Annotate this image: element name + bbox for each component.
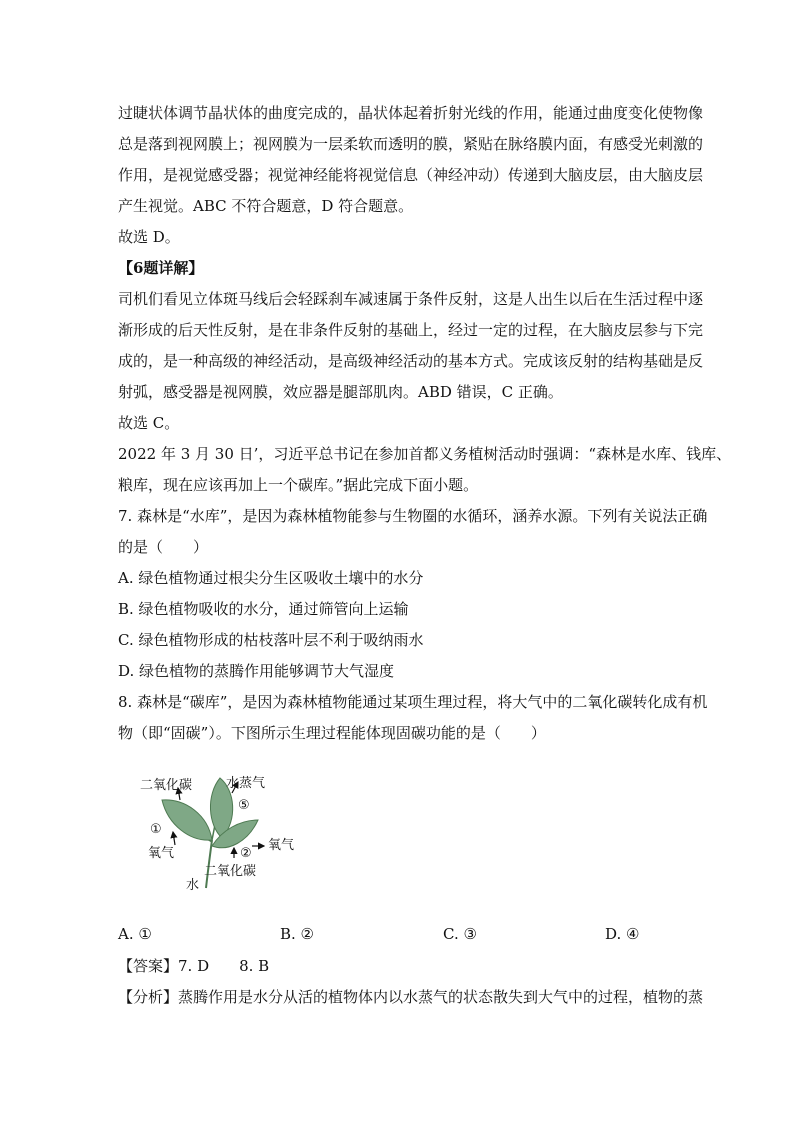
label-2: ② bbox=[240, 846, 252, 861]
label-1: ① bbox=[150, 822, 162, 837]
label-co2-top: 二氧化碳 bbox=[140, 778, 193, 793]
text-line: 2022 年 3 月 30 日’，习近平总书记在参加首都义务植树活动时强调：“森林是水库、钱库、 bbox=[118, 445, 732, 463]
question-7-option-d: D. 绿色植物的蒸腾作用能够调节大气湿度 bbox=[118, 662, 395, 680]
question-7-stem: 7. 森林是“水库”，是因为森林植物能参与生物圈的水循环，涵养水源。下列有关说法正确 bbox=[118, 507, 708, 525]
leaf-diagram bbox=[140, 770, 300, 895]
text-line: 粮库，现在应该再加上一个碳库。”据此完成下面小题。 bbox=[118, 476, 479, 494]
question-8-option-c: C. ③ bbox=[443, 925, 477, 943]
question-8-option-d: D. ④ bbox=[605, 925, 640, 943]
text-line: 作用，是视觉感受器；视觉神经能将视觉信息（神经冲动）传递到大脑皮层，由大脑皮层 bbox=[118, 166, 704, 184]
label-5: ⑤ bbox=[238, 798, 250, 813]
label-oxygen-right: 氧气 bbox=[268, 838, 295, 853]
text-line: 渐形成的后天性反射，是在非条件反射的基础上，经过一定的过程，在大脑皮层参与下完 bbox=[118, 321, 704, 339]
section-heading: 【6题详解】 bbox=[118, 259, 204, 277]
answer-line: 【答案】7. D 8. B bbox=[118, 957, 270, 975]
question-7-option-c: C. 绿色植物形成的枯枝落叶层不利于吸纳雨水 bbox=[118, 631, 424, 649]
text-line: 过睫状体调节晶状体的曲度完成的，晶状体起着折射光线的作用，能通过曲度变化使物像 bbox=[118, 104, 704, 122]
text-line: 射弧，感受器是视网膜，效应器是腿部肌肉。ABD 错误，C 正确。 bbox=[118, 383, 563, 401]
label-co2-bottom: 二氧化碳 bbox=[204, 864, 257, 879]
question-8-option-a: A. ① bbox=[118, 925, 152, 943]
analysis-line: 【分析】蒸腾作用是水分从活的植物体内以水蒸气的状态散失到大气中的过程，植物的蒸 bbox=[118, 988, 704, 1006]
label-water: 水 bbox=[186, 878, 200, 893]
label-water-vapor: 水蒸气 bbox=[226, 776, 266, 791]
question-7-option-b: B. 绿色植物吸收的水分，通过筛管向上运输 bbox=[118, 600, 409, 618]
question-8-option-b: B. ② bbox=[280, 925, 315, 943]
question-8-stem: 8. 森林是“碳库”，是因为森林植物能通过某项生理过程，将大气中的二氧化碳转化成有机 bbox=[118, 693, 708, 711]
leaf-left bbox=[162, 800, 212, 840]
question-7-option-a: A. 绿色植物通过根尖分生区吸收土壤中的水分 bbox=[118, 569, 424, 587]
text-line: 故选 C。 bbox=[118, 414, 180, 432]
text-line: 总是落到视网膜上；视网膜为一层柔软而透明的膜，紧贴在脉络膜内面，有感受光刺激的 bbox=[118, 135, 704, 153]
question-7-stem: 的是（ ） bbox=[118, 538, 209, 556]
text-line: 故选 D。 bbox=[118, 228, 180, 246]
text-line: 产生视觉。ABC 不符合题意，D 符合题意。 bbox=[118, 197, 414, 215]
question-8-stem: 物（即“固碳”）。下图所示生理过程能体现固碳功能的是（ ） bbox=[118, 724, 546, 742]
text-line: 成的，是一种高级的神经活动，是高级神经活动的基本方式。完成该反射的结构基础是反 bbox=[118, 352, 704, 370]
text-line: 司机们看见立体斑马线后会轻踩刹车减速属于条件反射，这是人出生以后在生活过程中逐 bbox=[118, 290, 704, 308]
label-oxygen-left: 氧气 bbox=[148, 846, 175, 861]
